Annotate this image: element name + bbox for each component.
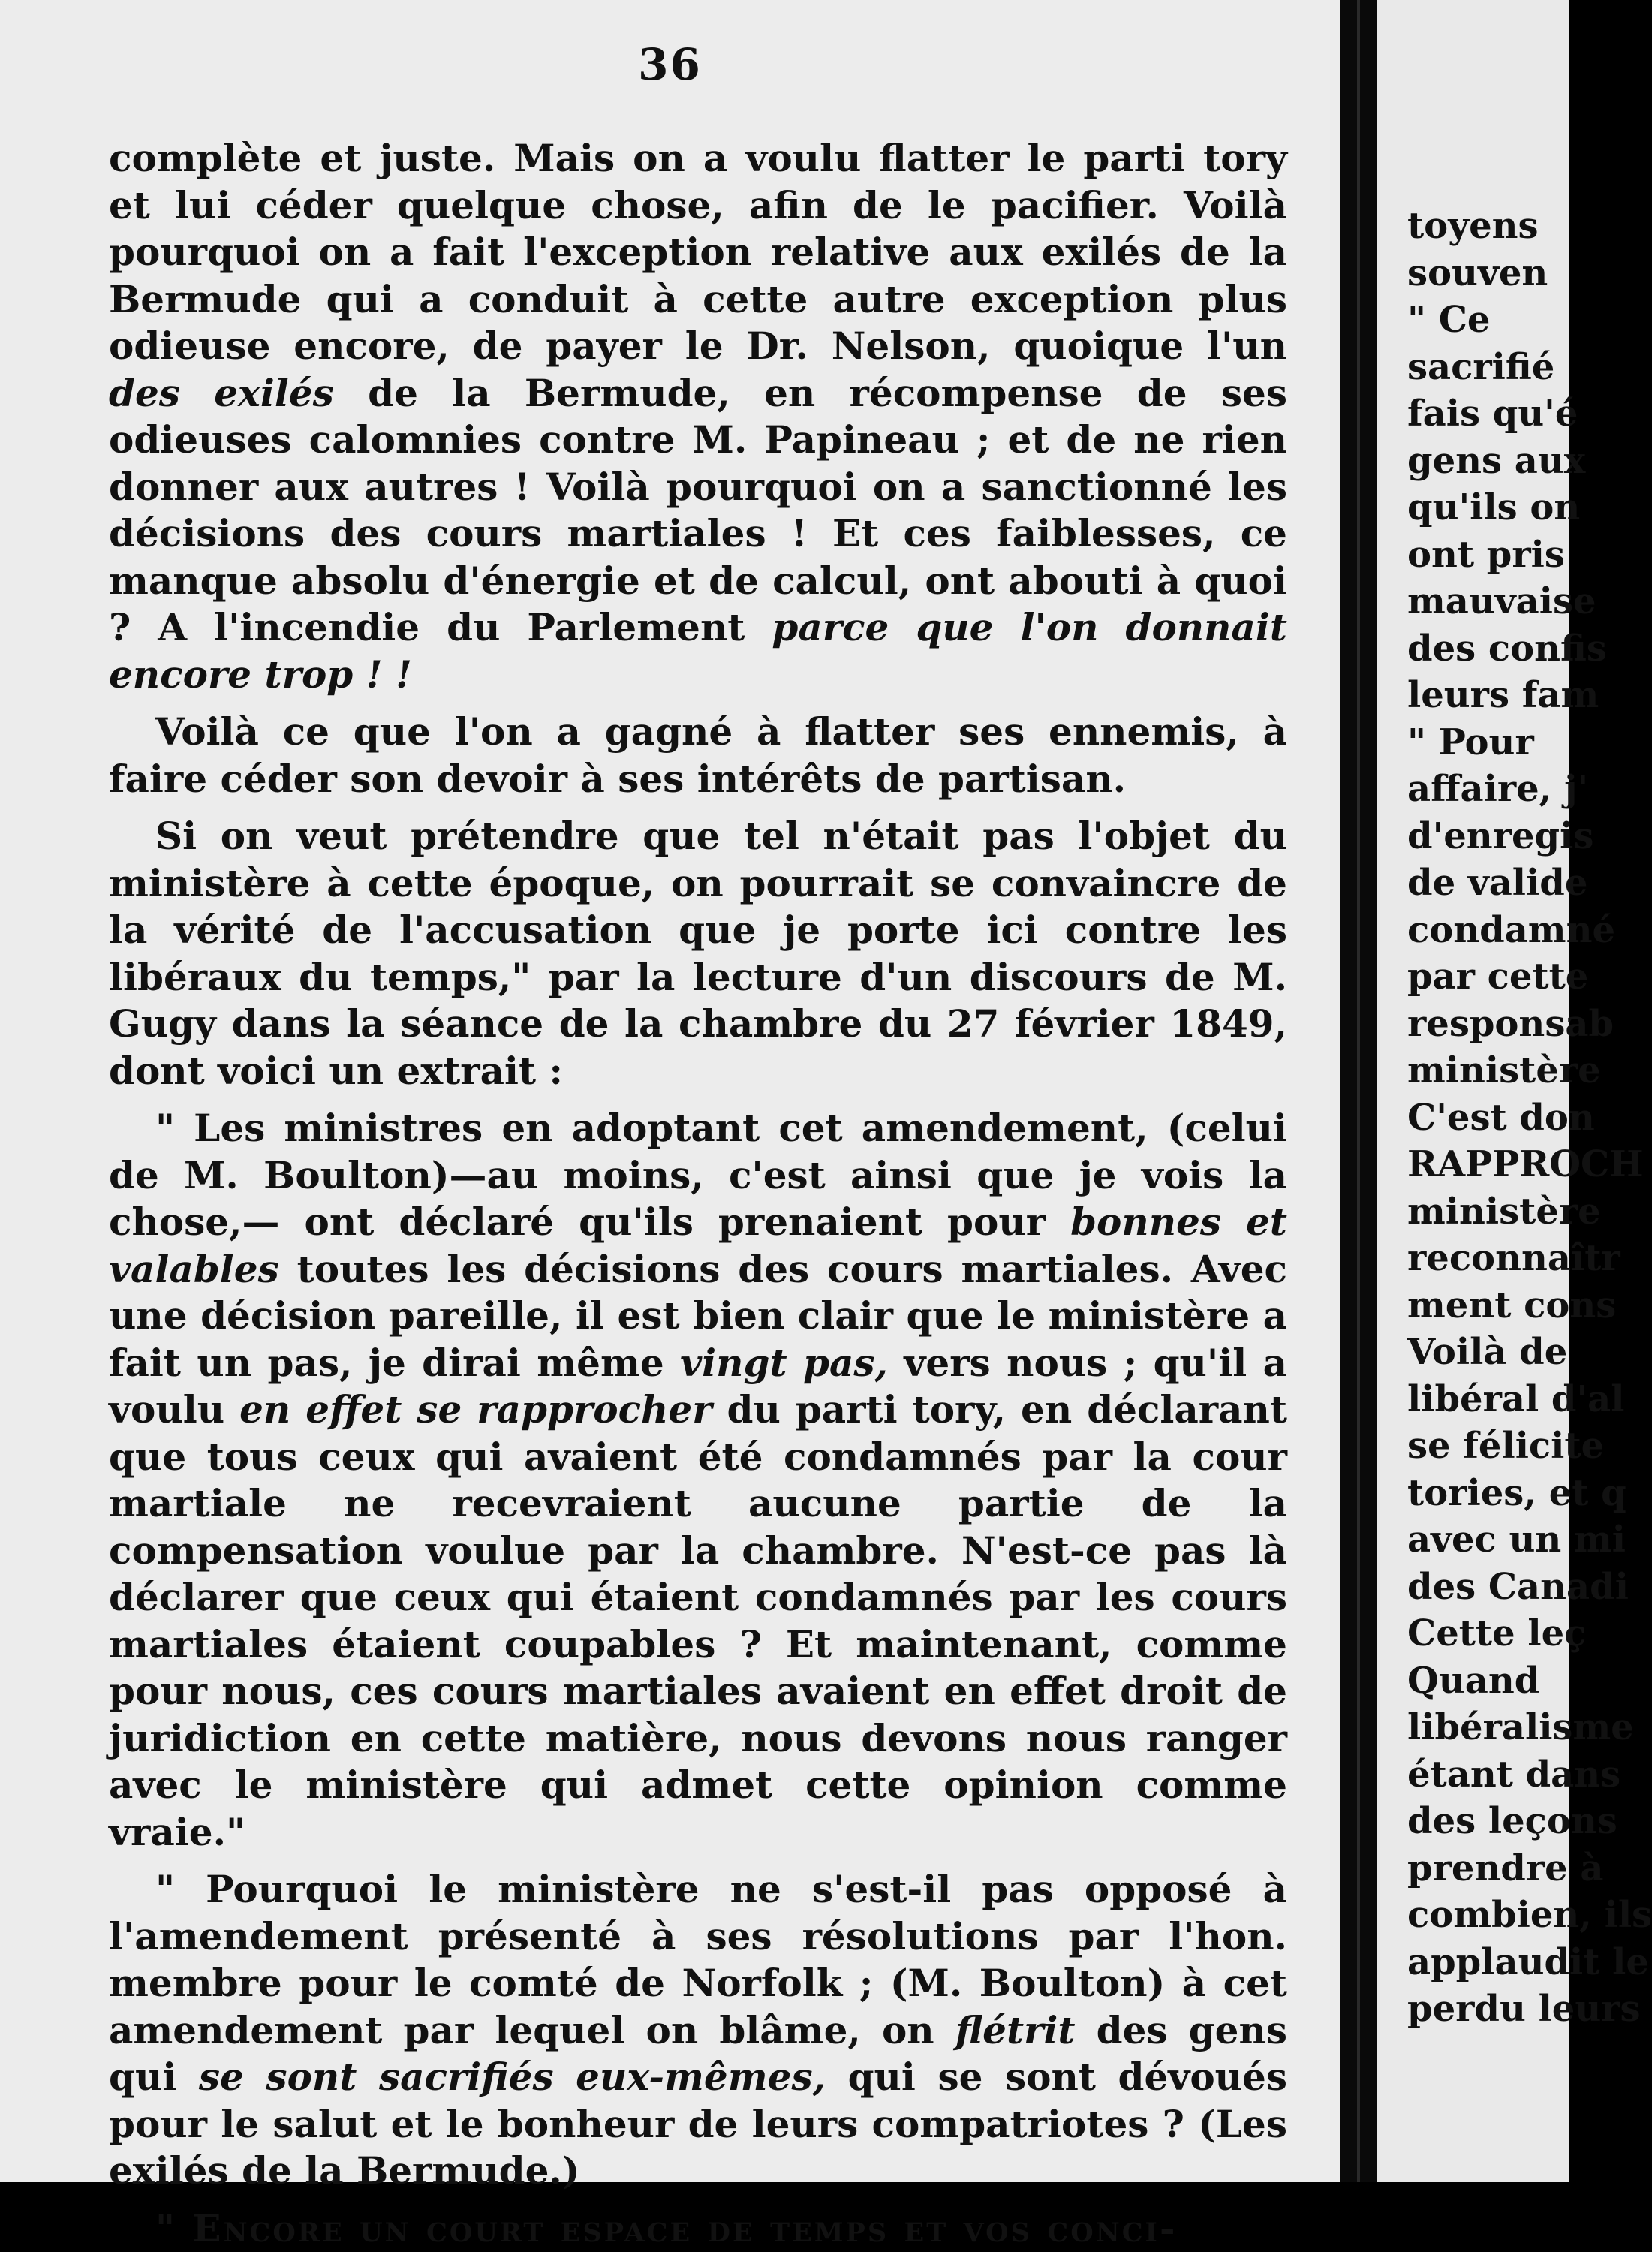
facing-page-line: avec un mi [1407, 1516, 1602, 1564]
facing-page-line: sacrifié [1407, 344, 1602, 391]
italic-text: des exilés [109, 371, 334, 415]
gutter-divider [1357, 0, 1360, 2182]
paragraph-text: vers nous ; qu'il a voulu [109, 1341, 1287, 1432]
italic-text: vingt pas, [680, 1341, 888, 1385]
facing-page-line: tories, et q [1407, 1470, 1602, 1517]
facing-page-line: combien, ils [1407, 1892, 1602, 1939]
paragraph [109, 813, 1287, 1094]
italic-text: se sont sacrifiés eux-mêmes, [199, 2055, 826, 2099]
facing-page-line: perdu leurs [1407, 1986, 1602, 2033]
facing-page-line: leurs fam [1407, 672, 1602, 719]
facing-page-line: Quand [1407, 1657, 1602, 1705]
facing-page-line: " Pour [1407, 719, 1602, 766]
facing-page-line: des confis [1407, 625, 1602, 673]
facing-page-line: applaudit le [1407, 1939, 1602, 1986]
facing-page-line: ministère [1407, 1047, 1602, 1094]
facing-page-line: prendre à [1407, 1845, 1602, 1892]
facing-page-line: RAPPROCH [1407, 1141, 1602, 1188]
facing-page-line: fais qu'é [1407, 390, 1602, 438]
facing-page-line: Cette leç [1407, 1610, 1602, 1657]
facing-page-line: toyens [1407, 203, 1602, 250]
facing-page-line: C'est don [1407, 1094, 1602, 1142]
paragraph-text: " Les ministres en adoptant cet amendement, (celui de M. Boulton)—au moins, c'est ainsi que je vois la chose,— ont déclaré qu'ils prenaient pour [109, 1106, 1287, 1244]
facing-page-line: ministère [1407, 1188, 1602, 1236]
paragraph-text: Si on veut prétendre que tel n'était pas l'objet du ministère à cette époque, on pourrait se convaincre de la vérité de l'accusation que je porte ici contre les libéraux du temps," par la lecture d'un discours de M. Gugy dans la séance de la chambre du 27 février 1849, dont voici un extrait : [109, 814, 1287, 1093]
italic-text: en effet se rapprocher [239, 1387, 712, 1432]
paragraph [109, 1866, 1287, 2195]
paragraph-text: complète et juste. Mais on a voulu flatter le parti tory et lui céder quelque chose, afin de le pacifier. Voilà pourquoi on a fait l'exception relative aux exilés de la Bermude qui a conduit à cette autre exception plus odieuse encore, de payer le Dr. Nelson, quoique l'un [109, 136, 1287, 368]
paragraph [109, 135, 1287, 698]
facing-page-line: qu'ils on [1407, 484, 1602, 531]
facing-page-line: libéral d'al [1407, 1376, 1602, 1423]
facing-page-line: affaire, j' [1407, 766, 1602, 813]
facing-page-line: par cette [1407, 953, 1602, 1001]
facing-page-line: " Ce [1407, 297, 1602, 344]
main-text-body [109, 135, 1287, 2252]
paragraph-text: de la Bermude, en récompense de ses odieuses calomnies contre M. Papineau ; et de ne rien donner aux autres ! Voilà pourquoi on a sanctionné les décisions des cours martiales ! Et ces faiblesses, ce manque absolu d'énergie et de calcul, ont abouti à quoi ? A l'incendie du Parlement [109, 371, 1287, 650]
italic-text: parce que l'on donnait encore trop ! ! [109, 605, 1287, 697]
facing-page-line: des leçons [1407, 1798, 1602, 1845]
facing-page-line: libéralisme [1407, 1704, 1602, 1751]
facing-page-line: responsab [1407, 1001, 1602, 1048]
facing-page-line: gens aux [1407, 438, 1602, 485]
facing-page-line: de valide [1407, 860, 1602, 907]
facing-page-line: reconnaîtr [1407, 1235, 1602, 1282]
paragraph [109, 709, 1287, 802]
paragraph [109, 2205, 1287, 2252]
paragraph-text: du parti tory, en déclarant que tous ceux qui avaient été condamnés par la cour martiale ne recevraient aucune partie de la compensation voulue par la chambre. N'est-ce pas là déclarer que ceux qui étaient condamnés par les cours martiales étaient coupables ? Et maintenant, comme pour nous, ces cours martiales avaient en effet droit de juridiction en cette matière, nous devons nous ranger avec le ministère qui admet cette opinion comme vraie." [109, 1387, 1287, 1854]
paragraph-text: toutes les décisions des cours martiales. Avec une décision pareille, il est bien clair que le ministère a fait un pas, je dirai même [109, 1247, 1287, 1385]
paragraph-text: " Pourquoi le ministère ne s'est-il pas opposé à l'amendement présenté à ses résolutions par l'hon. membre pour le comté de Norfolk ; (M. Boulton) à cet amendement par lequel on blâme, on [109, 1867, 1287, 2052]
facing-page-line: se félicite [1407, 1423, 1602, 1470]
paragraph-text: " Encore un court espace de temps et vos conci- [155, 2206, 1178, 2250]
facing-page-line: ont pris [1407, 531, 1602, 579]
paragraph-text: Voilà ce que l'on a gagné à flatter ses ennemis, à faire céder son devoir à ses intérêts de partisan. [109, 709, 1287, 801]
paragraph [109, 1105, 1287, 1856]
paragraph-text: qui se sont dévoués pour le salut et le bonheur de leurs compatriotes ? (Les exilés de la Bermude.) [109, 2055, 1287, 2193]
page-number: 36 [0, 39, 1340, 90]
facing-page-line: Voilà de [1407, 1329, 1602, 1376]
italic-text: flétrit [955, 2008, 1076, 2052]
facing-page-line: mauvaise [1407, 578, 1602, 625]
facing-page-text [1407, 203, 1602, 2033]
facing-page-line: étant dans [1407, 1751, 1602, 1799]
facing-page-line: des Canadi [1407, 1564, 1602, 1611]
paragraph-text: des gens qui [109, 2008, 1287, 2100]
facing-page-fragment [1377, 0, 1569, 2182]
facing-page-line: d'enregis [1407, 813, 1602, 860]
facing-page-line: souven [1407, 250, 1602, 297]
italic-text: bonnes et valables [109, 1200, 1287, 1291]
facing-page-line: condamné [1407, 907, 1602, 954]
facing-page-line: ment cons [1407, 1282, 1602, 1329]
